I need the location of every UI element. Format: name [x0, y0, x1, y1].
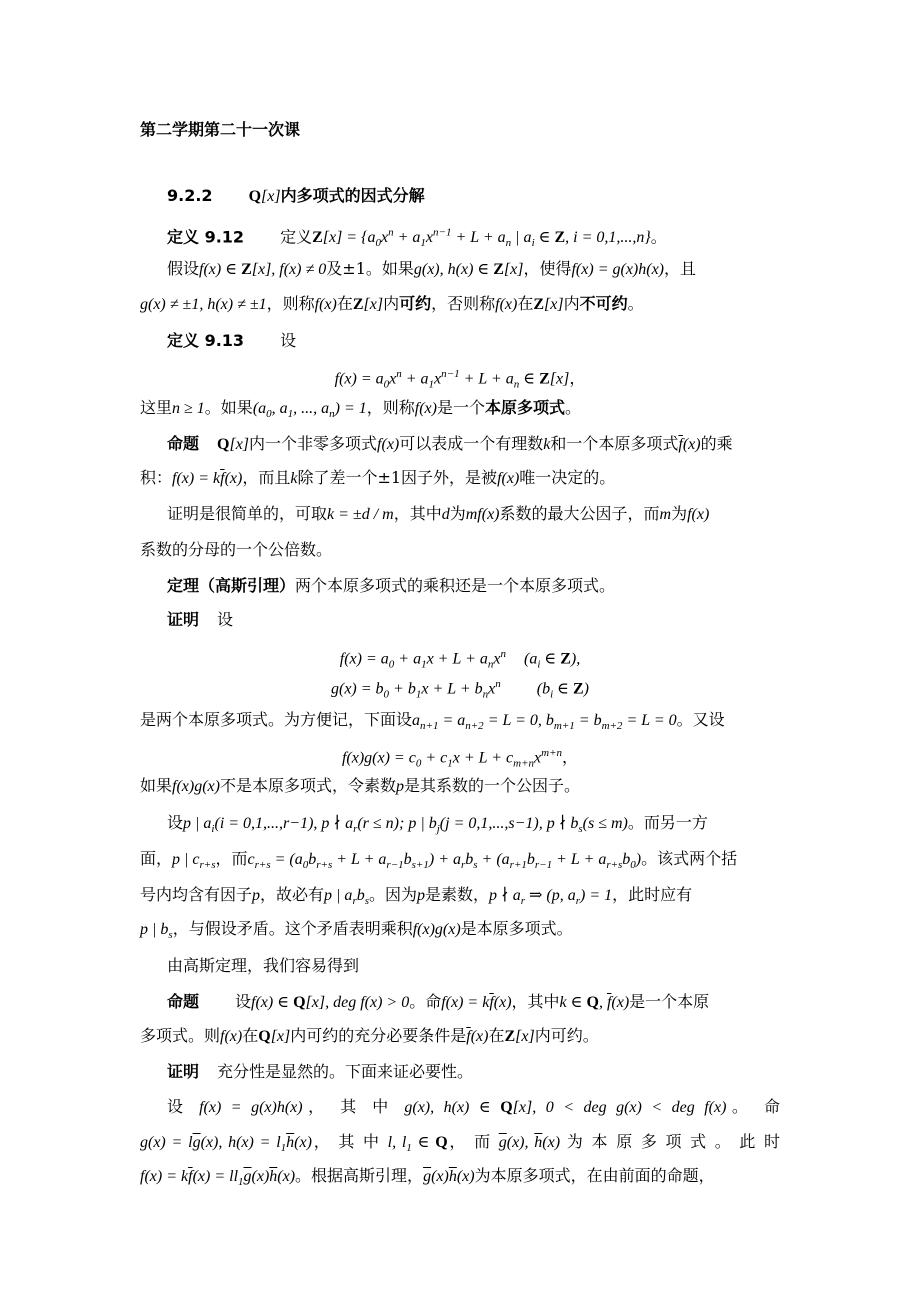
proof-2-start: 证明 充分性是显然的。下面来证必要性。: [167, 1062, 474, 1081]
paragraph-contradiction: p | $b_s$，与假设矛盾。这个矛盾表明乘积f(x)g(x)是本原多项式。: [140, 919, 573, 942]
paragraph-convention: 是两个本原多项式。为方便记，下面设$a_{n+1} = a_{n+2} = L = 0$, $b_{m+1} = b_{m+2} = L = 0$。又设: [140, 710, 725, 733]
proof-2-line1: 设 f(x) = g(x)h(x)， 其 中 g(x), h(x) ∈ Q[x], 0 < deg g(x) < deg f(x)。 命: [167, 1097, 781, 1116]
proof-1: 证明是很简单的，可取k = ±d / m，其中d为mf(x)系数的最大公因子，而m为f(x): [167, 504, 710, 523]
term-irreducible: 不可约: [579, 294, 628, 313]
paragraph-primitive: 这里n ≥ 1。如果($a_0$, $a_1$, ..., $a_n) = 1$，则称f(x)是一个本原多项式。: [140, 398, 582, 421]
term-reducible: 可约: [399, 294, 432, 313]
proof-1-cont: 系数的分母的一个公倍数。: [140, 540, 333, 559]
section-title: 内多项式的因式分解: [280, 186, 425, 205]
paragraph-assume: 假设f(x) ∈ Z[x], f(x) ≠ 0及±1。如果g(x), h(x) ∈ Z[x]，使得f(x) = g(x)h(x)，且: [167, 259, 697, 278]
term-primitive: 本原多项式: [485, 398, 566, 417]
equation-fg: $f(x)g(x) = c_0 + c_1x + L + c_{m+n}x^{m+n}$，: [341, 747, 579, 770]
proof-gauss-start: 证明 设: [167, 610, 234, 629]
proposition-2-cont: 多项式。则f(x)在Q[x]内可约的充分必要条件是$\overline{f}(x)$在Z[x]内可约。: [140, 1026, 599, 1045]
prop-label: 命题: [167, 434, 200, 453]
paragraph-coeff: 面，p | $c_{r+s}$，而$c_{r+s} = (a_0b_{r+s} + L + a_{r-1}b_{s+1}) + a_rb_s + (a_{r+1}b_{r-1} + L + a_{r+s}b_0)$。该式两个括: [140, 849, 738, 872]
definition-9-12: 定义 9.12 定义$Z[x] = \{a_0x^n + a_1x^{n-1} + L + a_n$ | $a_i$ ∈ Z, i = 0,1,...,n}。: [167, 227, 667, 250]
proof-label: 证明: [167, 610, 200, 629]
equation-f: $f(x) = a_0 + a_1x + L + a_nx^n$ ($a_i$ ∈ Z),: [339, 648, 581, 671]
paragraph-reducible: g(x) ≠ ±1, h(x) ≠ ±1，则称f(x)在Z[x]内可约，否则称f(x)在Z[x]内不可约。: [140, 294, 644, 313]
proposition-1: 命题 Q[x]内一个非零多项式f(x)可以表成一个有理数k和一个本原多项式$\overline{f}(x)$的乘: [167, 434, 733, 453]
def-913-label: 定义 9.13: [167, 331, 245, 350]
theorem-gauss: 定理（高斯引理）两个本原多项式的乘积还是一个本原多项式。: [167, 576, 616, 595]
section-var: [x]: [261, 188, 281, 205]
equation-primitive-def: $f(x) = a_0x^n + a_1x^{n-1} + L + a_n$ ∈ Z[x]，: [334, 368, 586, 391]
paragraph-factor: 号内均含有因子p，故必有p | $a_rb_s$。因为p是素数，p ∤ $a_r$ ⇒ (p, $a_r) = 1$，此时应有: [140, 885, 693, 908]
equation-g: $g(x) = b_0 + b_1x + L + b_nx^n$ ($b_i$ ∈ Z): [330, 678, 589, 701]
proposition-1-cont: 积：$f(x) = k\overline{f}(x)$，而且k除了差一个±1因子外，是被f(x)唯一决定的。: [140, 468, 616, 487]
proposition-2: 命题 设f(x) ∈ Q[x], deg f(x) > 0。命$f(x) = k\overline{f}(x)$，其中k ∈ Q, $\overline{f}(x)$是一个本原: [167, 992, 710, 1011]
theorem-label: 定理（高斯引理）: [167, 576, 296, 595]
paragraph-divisibility: 设p | $a_i(i = 0,1,...,r-1)$, p ∤ $a_r(r \le n)$; p | $b_j(j = 0,1,...,s-1)$, p ∤ $b_s(s \le m)$。而另一方: [167, 813, 708, 836]
paragraph-from-gauss: 由高斯定理，我们容易得到: [167, 956, 360, 975]
definition-9-13: 定义 9.13 设: [167, 331, 297, 350]
def-912-label: 定义 9.12: [167, 227, 245, 247]
section-field: Q: [248, 188, 262, 205]
proof-2-line3: $f(x) = k\overline{f}(x) = ll_1\overline{g}(x)\overline{h}(x)$。根据高斯引理，$\overline{g}(x)\overline{h}(x)$为本原多项式，在由前面的命题，: [140, 1166, 715, 1189]
lecture-title: 第二学期第二十一次课: [140, 120, 301, 139]
paragraph-prime: 如果f(x)g(x)不是本原多项式，令素数p是其系数的一个公因子。: [140, 776, 581, 795]
proof-2-line2: $g(x) = l\overline{g}(x)$, $h(x) = l_1\overline{h}(x)$， 其 中 l, $l_1$ ∈ Q， 而 $\overline{g}(x)$, $\overline{h}(x)$ 为 本 原 多 项 式 。 此 时: [140, 1132, 781, 1155]
section-heading: [167, 185, 807, 208]
section-number: 9.2.2: [167, 186, 213, 205]
